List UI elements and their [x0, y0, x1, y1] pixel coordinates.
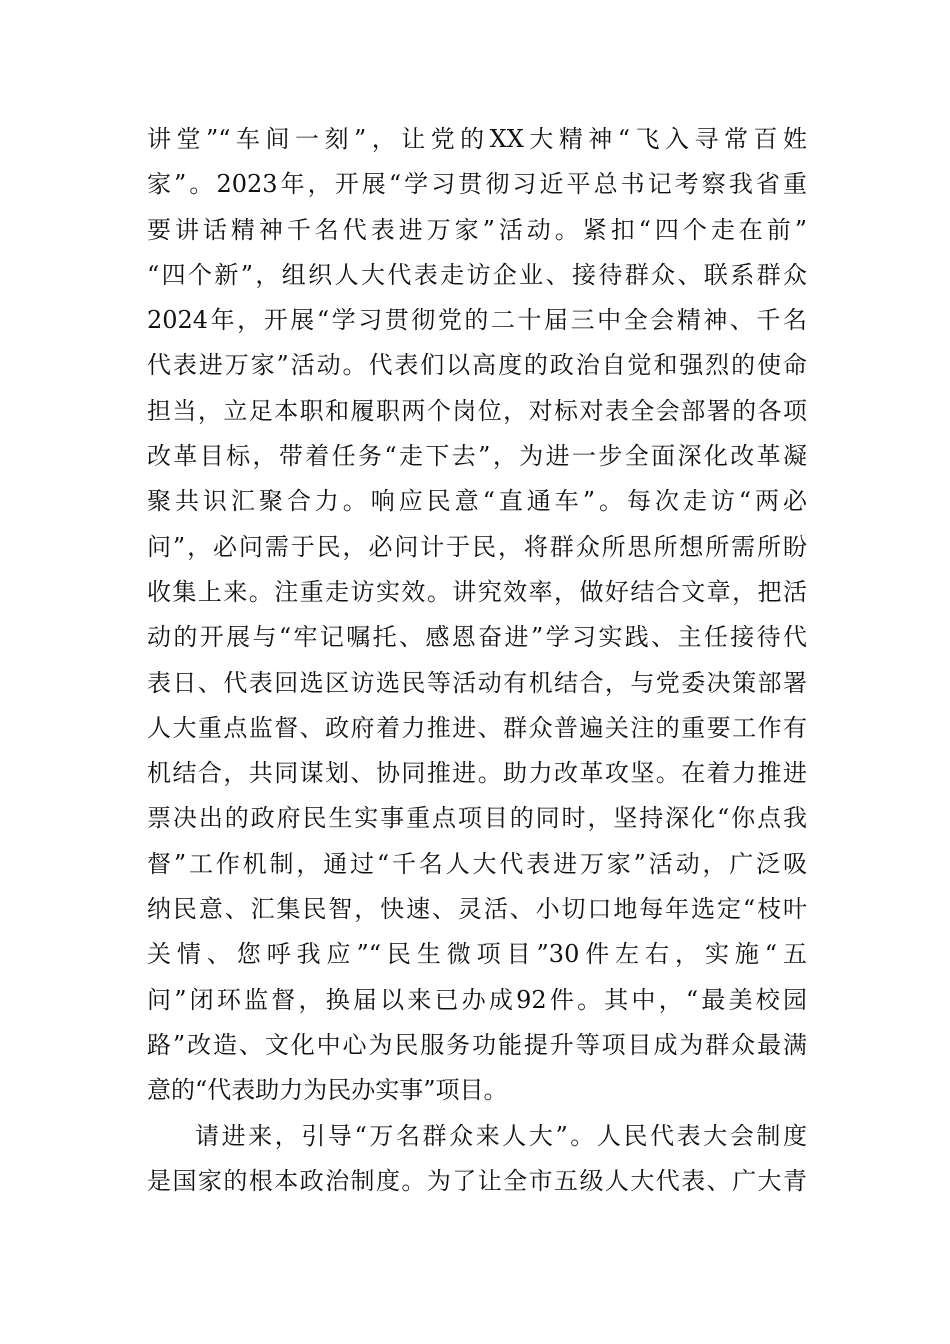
text-line: 关情、您呼我应”“民生微项目”30件左右，实施“五 — [147, 940, 807, 969]
text-line: 讲堂”“车间一刻”，让党的XX大精神“飞入寻常百姓 — [147, 125, 807, 153]
text-line: 督”工作机制，通过“千名人大代表进万家”活动，广泛吸 — [147, 849, 807, 878]
text-line: 问”，必问需于民，必问计于民，将群众所思所想所需所盼 — [147, 532, 807, 561]
text-line: 担当，立足本职和履职两个岗位，对标对表全会部署的各项 — [147, 396, 807, 425]
text-line: 改革目标，带着任务“走下去”，为进一步全面深化改革凝 — [147, 442, 807, 471]
text-line: 收集上来。注重走访实效。讲究效率，做好结合文章，把活 — [147, 577, 807, 606]
text-line: 票决出的政府民生实事重点项目的同时，坚持深化“你点我 — [147, 804, 807, 833]
text-line: 人大重点监督、政府着力推进、群众普遍关注的重要工作有 — [147, 713, 807, 742]
text-line: 路”改造、文化中心为民服务功能提升等项目成为群众最满 — [147, 1030, 807, 1059]
text-line: 2024年，开展“学习贯彻党的二十届三中全会精神、千名 — [147, 306, 807, 335]
text-line: 纳民意、汇集民智，快速、灵活、小切口地每年选定“枝叶 — [147, 895, 807, 924]
text-line: 聚共识汇聚合力。响应民意“直通车”。每次走访“两必 — [147, 487, 807, 516]
text-line: 表日、代表回选区访选民等活动有机结合，与党委决策部署 — [147, 668, 807, 697]
text-line: 问”闭环监督，换届以来已办成92件。其中，“最美校园 — [147, 985, 807, 1014]
body-text — [147, 117, 807, 1204]
text-line: 代表进万家”活动。代表们以高度的政治自觉和强烈的使命 — [147, 351, 807, 380]
paragraph-start-line: 请进来，引导“万名群众来人大”。人民代表大会制度 — [195, 1121, 807, 1150]
text-line: 机结合，共同谋划、协同推进。助力改革攻坚。在着力推进 — [147, 759, 807, 788]
text-line: “四个新”，组织人大代表走访企业、接待群众、联系群众 — [147, 260, 807, 289]
paragraph-end-line: 意的“代表助力为民办实事”项目。 — [147, 1076, 508, 1105]
text-line: 家”。2023年，开展“学习贯彻习近平总书记考察我省重 — [147, 170, 807, 199]
text-line: 动的开展与“牢记嘱托、感恩奋进”学习实践、主任接待代 — [147, 623, 807, 652]
text-line: 要讲话精神千名代表进万家”活动。紧扣“四个走在前” — [147, 215, 807, 244]
text-line: 是国家的根本政治制度。为了让全市五级人大代表、广大青 — [147, 1166, 807, 1195]
